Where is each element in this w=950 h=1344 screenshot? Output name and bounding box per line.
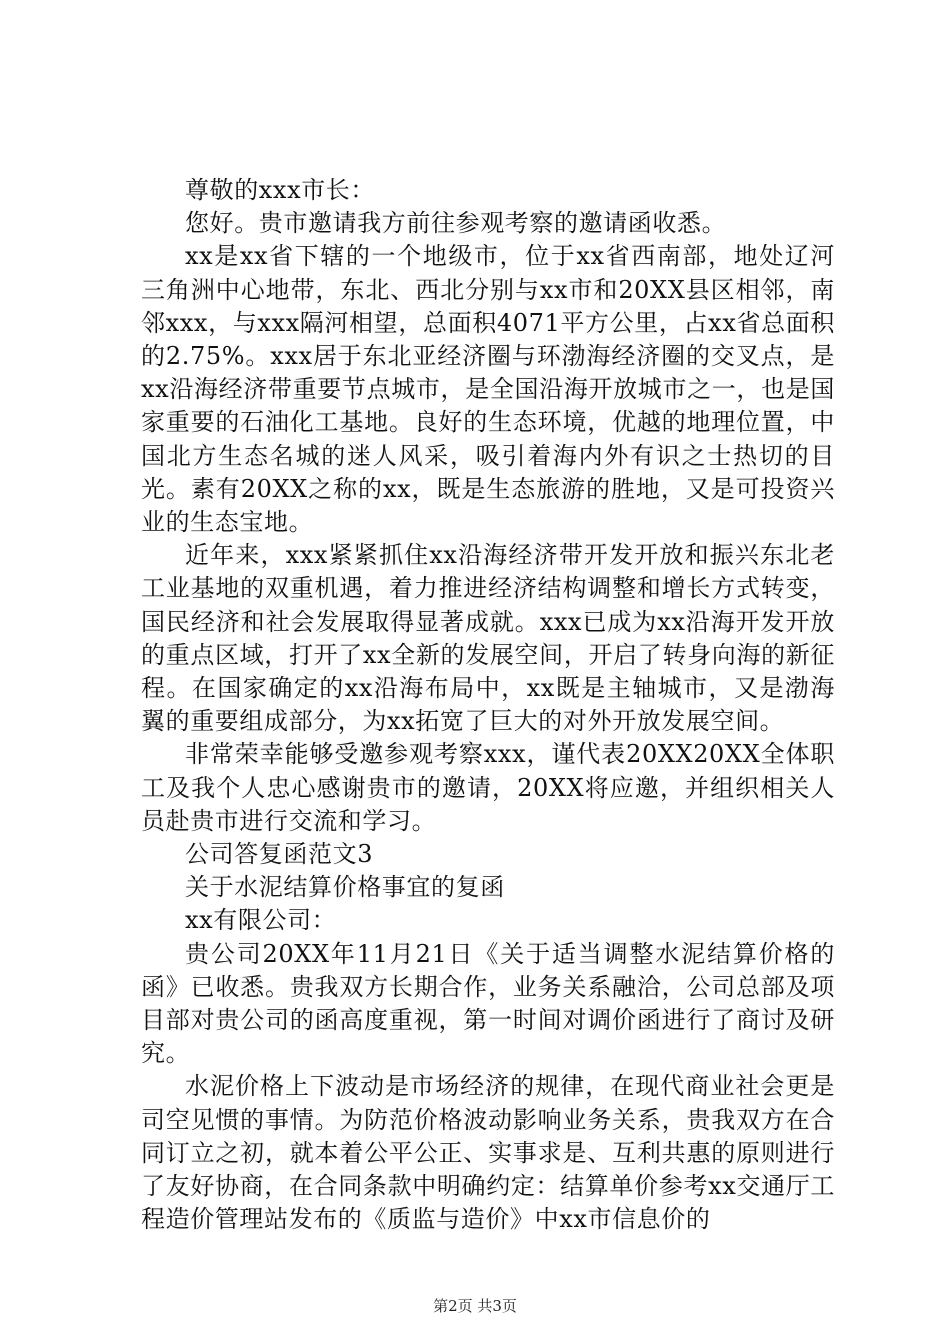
recipient: xx有限公司： xyxy=(185,906,337,935)
city-intro-paragraph: xx是xx省下辖的一个地级市，位于xx省西南部，地处辽河三角洲中心地带，东北、西北分别与xx市和20XX县区相邻，南邻xxx，与xxx隔河相望，总面积4071平方公里，占xx省总面积的2.75%。xxx居于东北亚经济圈与环渤海经济圈的交叉点，是xx沿海经济带重要节点城市，是全国沿海开放城市之一，也是国家重要的石油化工基地。良好的生态环境，优越的地理位置，中国北方生态名城的迷人风采，吸引着海内外有识之士热切的目光。素有20XX之称的xx，既是生态旅游的胜地，又是可投资兴业的生态宝地。 xyxy=(141,242,835,537)
greeting-paragraph: 您好。贵市邀请我方前往参观考察的邀请函收悉。 xyxy=(185,209,727,238)
page-number-footer: 第2页 共3页 xyxy=(433,1297,517,1315)
development-paragraph: 近年来，xxx紧紧抓住xx沿海经济带开发开放和振兴东北老工业基地的双重机遇，着力推进经济结构调整和增长方式转变，国民经济和社会发展取得显著成就。xxx已成为xx沿海开发开放的重点区域，打开了xx全新的发展空间，开启了转身向海的新征程。在国家确定的xx沿海布局中，xx既是主轴城市，又是渤海翼的重要组成部分，为xx拓宽了巨大的对外开放发展空间。 xyxy=(141,541,835,736)
document-body xyxy=(141,174,835,1237)
receipt-paragraph: 贵公司20XX年11月21日《关于适当调整水泥结算价格的函》已收悉。贵我双方长期合作，业务关系融洽，公司总部及项目部对贵公司的函高度重视，第一时间对调价函进行了商讨及研究。 xyxy=(141,939,835,1068)
salutation: 尊敬的xxx市长： xyxy=(185,176,376,204)
thanks-paragraph: 非常荣幸能够受邀参观考察xxx，谨代表20XX20XX全体职工及我个人忠心感谢贵市的邀请，20XX将应邀，并组织相关人员赴贵市进行交流和学习。 xyxy=(141,740,835,835)
price-paragraph: 水泥价格上下波动是市场经济的规律，在现代商业社会更是司空见惯的事情。为防范价格波动影响业务关系，贵我双方在合同订立之初，就本着公平公正、实事求是、互利共惠的原则进行了友好协商，在合同条款中明确约定：结算单价参考xx交通厅工程造价管理站发布的《质监与造价》中xx市信息价的 xyxy=(141,1072,835,1234)
section-heading: 公司答复函范文3 xyxy=(185,840,374,869)
letter-title: 关于水泥结算价格事宜的复函 xyxy=(185,873,505,902)
